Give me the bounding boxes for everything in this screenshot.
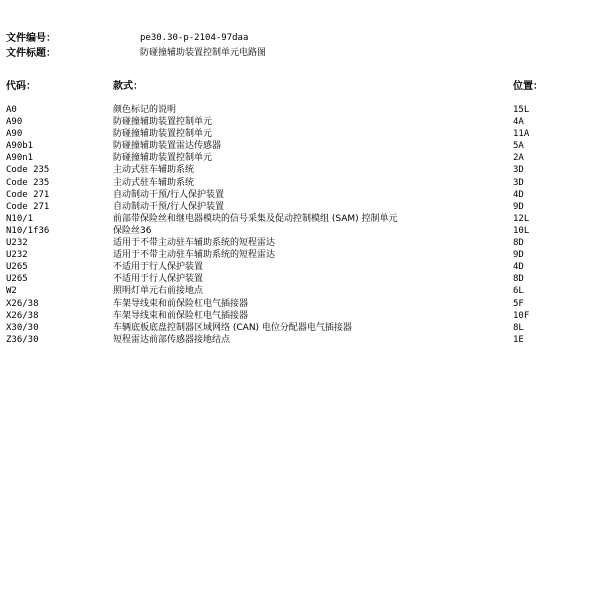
row-description: 适用于不带主动驻车辅助系统的短程雷达 [113, 250, 276, 261]
document-meta [6, 31, 266, 61]
table-row [0, 287, 600, 299]
table-row [0, 191, 600, 203]
row-description: 短程雷达前部传感器接地结点 [113, 334, 231, 345]
table-row [0, 263, 600, 275]
row-position: 15L [513, 105, 530, 115]
row-position: 9D [513, 250, 524, 261]
row-position: 3D [513, 165, 524, 176]
row-description: 主动式驻车辅助系统 [113, 165, 195, 176]
row-code: X30/30 [6, 322, 39, 333]
table-row [0, 251, 600, 263]
row-description: 车辆底板底盘控制器区域网络 (CAN) 电位分配器电气插接器 [113, 322, 352, 333]
row-description: 不适用于行人保护装置 [113, 262, 204, 273]
row-description: 适用于不带主动驻车辅助系统的短程雷达 [113, 238, 276, 249]
row-position: 8D [513, 238, 524, 249]
row-description: 防碰撞辅助装置雷达传感器 [113, 141, 222, 152]
row-position: 1E [513, 334, 524, 345]
component-table [0, 106, 600, 348]
row-code: U265 [6, 262, 28, 273]
row-description: 照明灯单元右前接地点 [113, 286, 204, 297]
row-code: X26/38 [6, 310, 39, 321]
row-description: 前部带保险丝和继电器模块的信号采集及促动控制模组 (SAM) 控制单元 [113, 213, 398, 224]
row-position: 3D [513, 177, 524, 188]
row-description: 防碰撞辅助装置控制单元 [113, 153, 213, 164]
row-code: U232 [6, 250, 28, 261]
row-code: X26/38 [6, 298, 39, 309]
row-description: 自动制动干预/行人保护装置 [113, 189, 225, 200]
row-code: N10/1 [6, 213, 34, 224]
table-row [0, 142, 600, 154]
row-code: Code 271 [6, 189, 50, 200]
table-row [0, 312, 600, 324]
row-code: Code 235 [6, 177, 50, 188]
table-row [0, 215, 600, 227]
table-row [0, 300, 600, 312]
file-number-label: 文件编号： [6, 32, 56, 44]
row-position: 11A [513, 129, 530, 140]
row-code: Code 235 [6, 165, 50, 176]
table-row [0, 324, 600, 336]
row-description: 主动式驻车辅助系统 [113, 177, 195, 188]
row-description: 车架导线束和前保险杠电气插接器 [113, 310, 249, 321]
row-code: A0 [6, 105, 17, 115]
row-position: 5F [513, 298, 524, 309]
row-code: A90 [6, 117, 23, 128]
row-position: 9D [513, 201, 524, 212]
row-position: 10L [513, 225, 530, 236]
row-position: 2A [513, 153, 524, 164]
file-number-row [6, 31, 266, 46]
row-description: 车架导线束和前保险杠电气插接器 [113, 298, 249, 309]
row-description: 防碰撞辅助装置控制单元 [113, 129, 213, 140]
row-position: 4D [513, 189, 524, 200]
table-row [0, 239, 600, 251]
table-row [0, 166, 600, 178]
row-code: W2 [6, 286, 17, 297]
row-code: A90n1 [6, 153, 34, 164]
file-title-value: 防碰撞辅助装置控制单元电路图 [140, 48, 267, 58]
row-position: 4D [513, 262, 524, 273]
file-number-value: pe30.30-p-2104-97daa [140, 33, 249, 43]
row-position: 4A [513, 117, 524, 128]
row-description: 防碰撞辅助装置控制单元 [113, 117, 213, 128]
table-row [0, 227, 600, 239]
row-code: U265 [6, 274, 28, 285]
row-description: 保险丝36 [113, 225, 152, 236]
table-row [0, 179, 600, 191]
header-code: 代码： [6, 81, 36, 92]
file-title-label: 文件标题： [6, 47, 56, 59]
row-code: A90b1 [6, 141, 34, 152]
row-position: 8D [513, 274, 524, 285]
table-row [0, 275, 600, 287]
row-position: 12L [513, 213, 530, 224]
row-position: 6L [513, 286, 524, 297]
row-code: Z36/30 [6, 334, 39, 345]
table-row [0, 336, 600, 348]
table-row [0, 106, 600, 118]
header-description: 款式： [113, 81, 143, 92]
table-row [0, 118, 600, 130]
row-description: 颜色标记的说明 [113, 105, 177, 115]
row-code: A90 [6, 129, 23, 140]
table-row [0, 130, 600, 142]
table-row [0, 154, 600, 166]
row-position: 10F [513, 310, 530, 321]
file-title-row [6, 46, 266, 61]
row-position: 5A [513, 141, 524, 152]
header-position: 位置： [513, 81, 543, 92]
row-code: Code 271 [6, 201, 50, 212]
row-description: 自动制动干预/行人保护装置 [113, 201, 225, 212]
row-position: 8L [513, 322, 524, 333]
row-description: 不适用于行人保护装置 [113, 274, 204, 285]
row-code: U232 [6, 238, 28, 249]
row-code: N10/1f36 [6, 225, 50, 236]
table-header [0, 82, 600, 96]
